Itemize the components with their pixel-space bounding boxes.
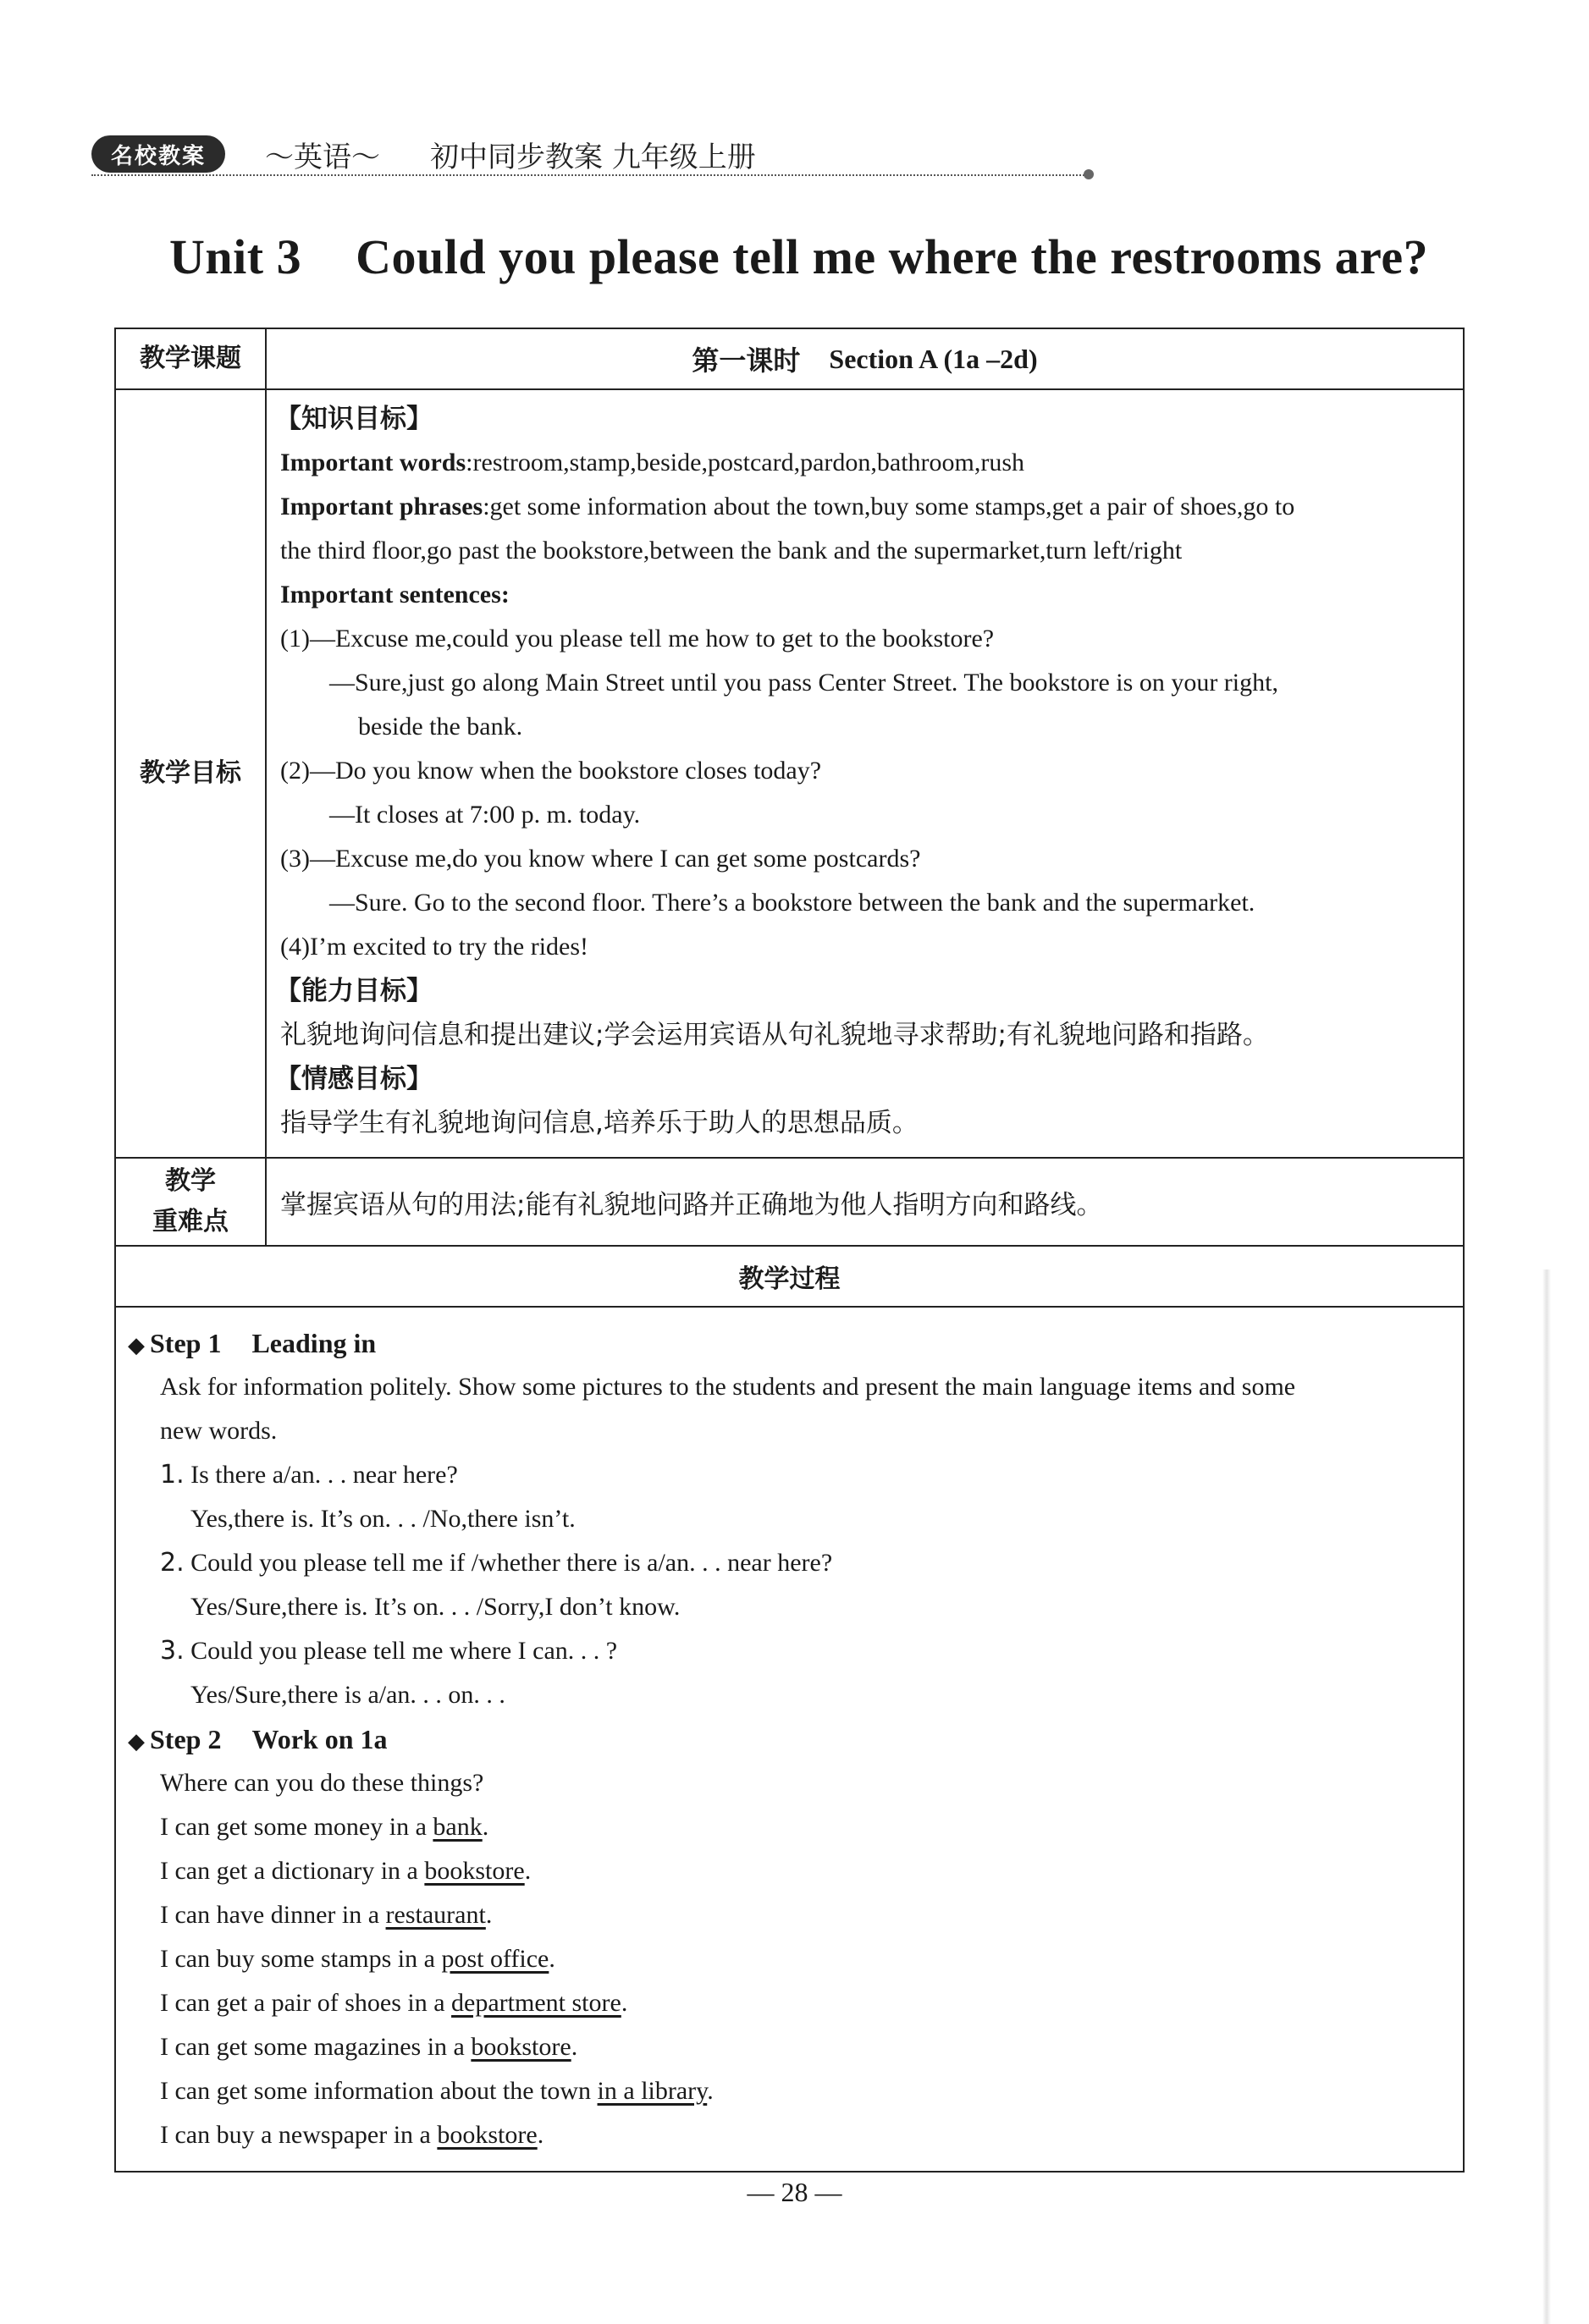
header-subject: 〜英语〜 [265,140,380,174]
sentence-prefix: I can get a dictionary in a [160,1857,425,1885]
unit-title [169,229,1439,285]
sentence-line: (3)—Excuse me,do you know where I can get some postcards? [280,845,921,873]
sentence-line: —It closes at 7:00 p. m. today. [329,801,641,829]
sentence-line: (1)—Excuse me,could you please tell me how to get to the bookstore? [280,625,995,653]
key-points-label-line2: 重难点 [152,1207,229,1236]
step1-subtitle: Leading in [251,1328,377,1358]
item-question: Is there a/an. . . near here? [184,1461,458,1489]
ability-heading: 【能力目标】 [275,976,433,1006]
sentence-suffix: . [707,2077,714,2105]
goals-row [116,390,1463,1159]
sentence-answer: bank [433,1813,483,1841]
step2-sentence [128,1849,1451,1893]
step1-answer: Yes/Sure,there is a/an. . . on. . . [190,1681,505,1709]
sentence-prefix: I can buy a newspaper in a [160,2121,438,2149]
process-heading: 教学过程 [738,1264,841,1294]
header-divider [91,174,1090,176]
important-words [280,441,1449,485]
unit-number: Unit 3 [169,229,302,284]
important-phrases-cont: the third floor,go past the bookstore,between the bank and the supermarket,turn left/right [280,537,1183,564]
step2-sentence [128,1937,1451,1981]
lesson-period: 第一课时 [692,344,801,377]
steps-row [116,1308,1463,2171]
key-points-label [116,1159,267,1245]
sentence-suffix: . [485,1901,493,1929]
sentence-suffix: . [537,2121,544,2149]
sentence-prefix: I can get some information about the town [160,2077,598,2105]
sentence-prefix: I can get a pair of shoes in a [160,1989,452,2017]
step2-sentence [128,2069,1451,2113]
process-heading-row [116,1247,1463,1308]
topic-row [116,329,1463,390]
sentence-line: beside the bank. [358,713,523,741]
item-number: 3. [160,1636,185,1666]
sentences-label: Important sentences [280,581,501,609]
lesson-plan-table [114,328,1465,2173]
step2-sentence [128,1981,1451,2025]
sentence-prefix: I can get some money in a [160,1813,433,1841]
lesson-section: Section A (1a –2d) [829,343,1038,374]
step2-sentence [128,1805,1451,1849]
ability-text: 礼貌地询问信息和提出建议;学会运用宾语从句礼貌地寻求帮助;有礼貌地问路和指路。 [280,1020,1269,1050]
step1-question [128,1453,1451,1497]
item-question: Could you please tell me if /whether there is a/an. . . near here? [184,1549,833,1577]
header-rule-end-dot [1084,169,1094,179]
knowledge-heading: 【知识目标】 [275,404,433,434]
sentence-answer: restaurant [385,1901,486,1929]
sentence-line: —Sure. Go to the second floor. There’s a bookstore between the bank and the supermarket. [329,889,1255,917]
important-phrases [280,485,1449,529]
steps-content [116,1308,1463,2171]
key-points-label-line1: 教学 [165,1166,216,1196]
topic-label: 教学课题 [116,329,267,388]
sentence-suffix: . [621,1989,628,2017]
sentence-suffix: . [549,1945,555,1973]
phrases-label: Important phrases [280,493,483,520]
sentence-line: (4)I’m excited to try the rides! [280,933,589,961]
step1-heading [128,1321,1451,1365]
unit-title-text: Could you please tell me where the restrooms are? [356,229,1429,284]
sentence-line: —Sure,just go along Main Street until you pass Center Street. The bookstore is on your right, [329,669,1278,697]
step1-title: Step 1 [150,1328,222,1358]
item-number: 2. [160,1548,185,1578]
goals-label: 教学目标 [116,390,267,1157]
sentence-answer: post office [441,1945,549,1973]
step2-sentence [128,2025,1451,2069]
sentence-answer: bookstore [437,2121,538,2149]
sentences-colon: : [500,581,510,609]
item-number: 1. [160,1460,185,1490]
sentence-suffix: . [482,1813,489,1841]
diamond-bullet-icon: ◆ [128,1729,145,1754]
step1-question [128,1629,1451,1673]
series-logo: 名校教案 [91,135,225,173]
sentence-prefix: I can buy some stamps in a [160,1945,442,1973]
step1-intro: Ask for information politely. Show some pictures to the students and present the main language items and some [160,1373,1296,1401]
sentence-prefix: I can get some magazines in a [160,2033,472,2061]
emotion-text: 指导学生有礼貌地询问信息,培养乐于助人的思想品质。 [280,1108,919,1138]
words-label: Important words [280,449,466,476]
header-series: 初中同步教案 九年级上册 [430,140,756,174]
step1-intro-cont: new words. [160,1417,278,1445]
topic-content [267,329,1463,388]
step1-answer: Yes,there is. It’s on. . . /No,there isn’t. [190,1505,576,1533]
sentence-answer: bookstore [424,1857,525,1885]
step2-sentence [128,2113,1451,2157]
sentence-answer: in a library [597,2077,708,2105]
goals-content [267,390,1463,1157]
step1-question [128,1541,1451,1585]
step2-sentence [128,1893,1451,1937]
key-points-text: 掌握宾语从句的用法;能有礼貌地问路并正确地为他人指明方向和路线。 [280,1189,1103,1220]
step2-title: Step 2 [150,1724,222,1754]
sentence-answer: department store [451,1989,621,2017]
step2-question: Where can you do these things? [160,1769,484,1797]
diamond-bullet-icon: ◆ [128,1333,145,1358]
sentence-line: (2)—Do you know when the bookstore closes today? [280,757,822,785]
sentence-suffix: . [571,2033,578,2061]
words-text: :restroom,stamp,beside,postcard,pardon,bathroom,rush [466,449,1025,476]
step1-answer: Yes/Sure,there is. It’s on. . . /Sorry,I don’t know. [190,1593,681,1621]
scan-shadow-edge [1542,1269,1551,2324]
emotion-heading: 【情感目标】 [275,1064,433,1094]
phrases-text: :get some information about the town,buy some stamps,get a pair of shoes,go to [483,493,1295,520]
page-header [91,127,1090,178]
step2-subtitle: Work on 1a [251,1724,388,1754]
sentence-suffix: . [524,1857,532,1885]
key-points-row [116,1159,1463,1247]
sentence-answer: bookstore [471,2033,571,2061]
step2-heading [128,1717,1451,1761]
important-sentences-heading [280,573,1449,617]
item-question: Could you please tell me where I can. . . ? [184,1637,618,1665]
page-number: — 28 — [747,2177,842,2207]
sentence-prefix: I can have dinner in a [160,1901,386,1929]
